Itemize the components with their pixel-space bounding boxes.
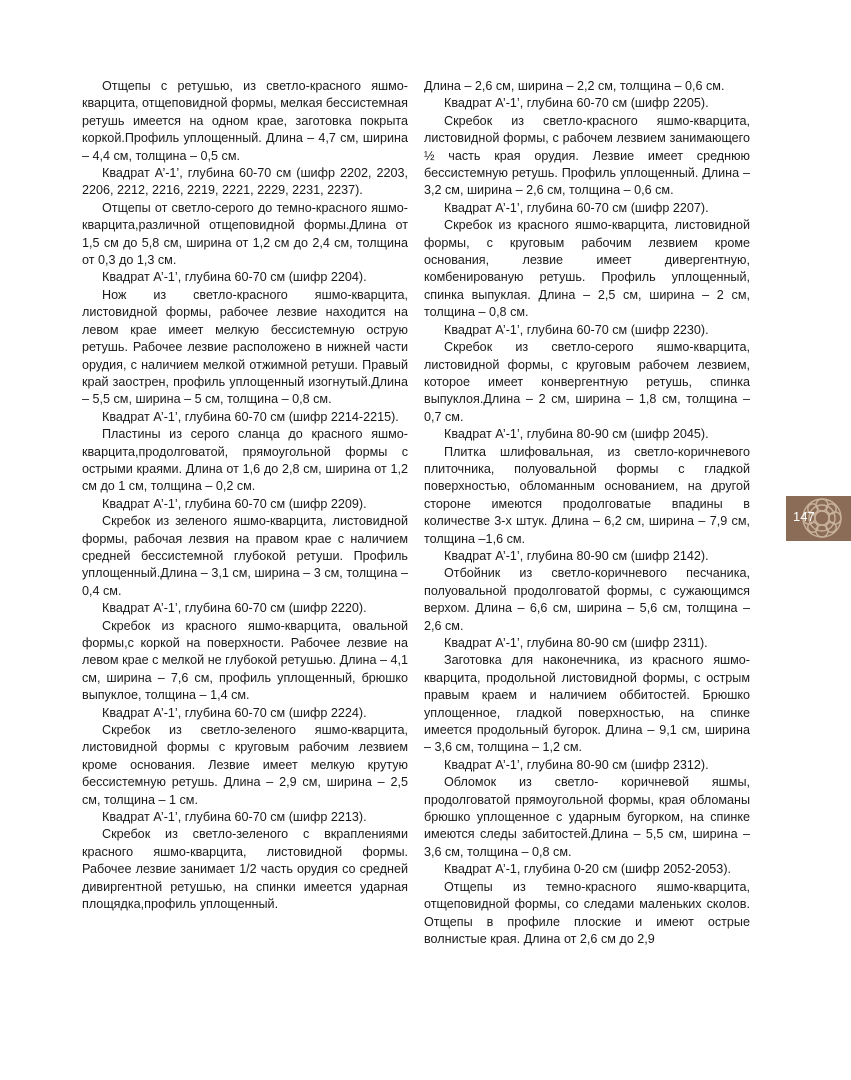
left-column	[82, 78, 408, 914]
paragraph: Квадрат А’-1’, глубина 60-70 см (шифр 2209).	[102, 496, 367, 511]
paragraph: Квадрат А’-1’, глубина 60-70 см (шифр 2202, 2203, 2206, 2212, 2216, 2219, 2221, 2229, 2231, 2237).	[82, 166, 408, 198]
paragraph: Квадрат А’-1’, глубина 60-70 см (шифр 2224).	[102, 705, 367, 720]
paragraph: Нож из светло-красного яшмо-кварцита, листовидной формы, рабочее лезвие находится на левом крае имеет мелкую бессистемную острую ретушь. Рабочее лезвие расположено в нижней части орудия, с наличием мелкой отжимной ретуши. Правый край заострен, профиль уплощенный изогнутый.Длина – 5,5 см, ширина – 5 см, толщина – 0,8 см.	[82, 287, 408, 407]
paragraph: Отщепы от светло-серого до темно-красного яшмо-кварцита,различной отщеповидной формы.Длина от 1,5 см до 5,8 см, ширина от 1,2 см до 2,4 см, толщина от 0,3 до 1,3 см.	[82, 200, 408, 268]
paragraph: Скребок из красного яшмо-кварцита, листовидной формы, с круговым рабочим лезвием кроме основания, лезвие имеет дивергентную, комбенированую ретушь. Профиль уплощенный, спинка выпуклая. Длина – 2,5 см, ширина – 2 см, толщина – 0,8 см.	[424, 218, 750, 320]
paragraph: Квадрат А’-1’, глубина 60-70 см (шифр 2213).	[102, 810, 367, 825]
paragraph: Квадрат А’-1’, глубина 60-70 см (шифр 2204).	[102, 270, 367, 285]
paragraph: Скребок из красного яшмо-кварцита, овальной формы,с коркой на поверхности. Рабочее лезвие на левом крае с мелкой не глубокой ретушью. Длина – 4,1 см, ширина – 7,6 см, профиль уплощенный, брюшко выпуклое, толщина – 1,4 см.	[82, 618, 408, 703]
paragraph: Квадрат А’-1’, глубина 60-70 см (шифр 2220).	[102, 601, 367, 616]
paragraph: Плитка шлифовальная, из светло-коричневого плиточника, полуовальной формы с гладкой поверхностью, обломанным основанием, на другой стороне имеются продолговатые впадины в количестве 3-х штук. Длина – 6,2 см, ширина – 7,9 см, толщина –1,6 см.	[424, 444, 750, 546]
paragraph: Обломок из светло- коричневой яшмы, продолговатой прямоугольной формы, края обломаны брюшко уплощенное с ударным бугорком, на спинке имеются следы забитостей.Длина – 5,5 см, ширина – 3,6 см, толщина – 0,8 см.	[424, 775, 750, 859]
paragraph: Квадрат А’-1’, глубина 60-70 см (шифр 2230).	[444, 322, 709, 337]
paragraph: Скребок из светло-зеленого яшмо-кварцита, листовидной формы с круговым рабочим лезвием кроме основания. Лезвие имеет мелкую крутую бессистемную ретушь. Длина – 2,9 см, ширина – 2,5 см, толщина – 1 см.	[82, 723, 408, 807]
paragraph: Квадрат А’-1’, глубина 60-70 см (шифр 2214-2215).	[102, 409, 399, 424]
paragraph: Квадрат А’-1’, глубина 60-70 см (шифр 2205).	[444, 96, 709, 111]
paragraph: Скребок из светло-серого яшмо-кварцита, листовидной формы, с круговым рабочем лезвием, которое имеет конвергентную ретушь, спинка выпуклоя.Длина – 2 см, ширина – 1,8 см, толщина – 0,7 см.	[424, 340, 750, 424]
paragraph: Отщепы с ретушью, из светло-красного яшмо-кварцита, отщеповидной формы, мелкая бессистемная ретушь имеется на одном крае, заготовка покрыта коркой.Профиль уплощенный. Длина – 4,7 см, ширина – 4,4 см, толщина – 0,5 см.	[82, 79, 408, 163]
paragraph: Квадрат А’-1’, глубина 80-90 см (шифр 2311).	[444, 636, 708, 650]
paragraph: Скребок из светло-красного яшмо-кварцита, листовидной формы, с рабочем лезвием занимающего ½ часть края орудия. Лезвие имеет среднюю бессистемную ретушь. Профиль уплощенный. Длина – 3,2 см, ширина – 2,6 см, толщина – 0,6 см.	[424, 113, 750, 198]
paragraph: Квадрат А’-1’, глубина 80-90 см (шифр 2312).	[444, 757, 709, 772]
paragraph: Квадрат А’-1’, глубина 80-90 см (шифр 2045).	[444, 427, 709, 442]
paragraph: Заготовка для наконечника, из красного яшмо-кварцита, продольной листовидной формы, с острым правым краем и наличием оббитостей. Брюшко уплощенное, гладкой поверхностью, на спинке имеется продольный бугорок. Длина – 9,1 см, ширина – 3,6 см, толщина – 1,2 см.	[424, 653, 750, 755]
paragraph: Скребок из светло-зеленого с вкраплениями красного яшмо-кварцита, листовидной формы. Рабочее лезвие занимает 1/2 часть орудия со средней дивиргентной ретушью, на спинки имеется ударная площядка,профиль уплощенный.	[82, 827, 408, 912]
page-number-tab	[786, 496, 851, 541]
paragraph-continuation: Длина – 2,6 см, ширина – 2,2 см, толщина – 0,6 см.	[424, 79, 725, 93]
paragraph: Скребок из зеленого яшмо-кварцита, листовидной формы, рабочая лезвия на правом крае с наличием средней бессистемной глубокой ретуши. Профиль уплощенный.Длина – 3,1 см, ширина – 3 см, толщина – 0,4 см.	[82, 514, 408, 598]
paragraph: Квадрат А’-1’, глубина 80-90 см (шифр 2142).	[444, 548, 709, 563]
right-column	[424, 78, 750, 948]
paragraph: Пластины из серого сланца до красного яшмо-кварцита,продолговатой, прямоугольной формы с острыми краями. Длина от 1,6 до 2,8 см, ширина от 1,2 см до 1 см, толщина – 0,2 см.	[82, 427, 408, 494]
paragraph: Квадрат А’-1’, глубина 60-70 см (шифр 2207).	[444, 200, 709, 215]
paragraph: Отщепы из темно-красного яшмо-кварцита, отщеповидной формы, со следами маленьких сколов. Отщепы в профиле плоские и имеют острые волнистые края. Длина от 2,6 см до 2,9	[424, 879, 750, 946]
paragraph: Отбойник из светло-коричневого песчаника, полуовальной продолговатой формы, с сужающимся верхом. Длина – 6,6 см, ширина – 5,6 см, толщина – 2,6 см.	[424, 566, 750, 633]
page-number: 147	[793, 509, 815, 524]
paragraph: Квадрат А’-1, глубина 0-20 см (шифр 2052-2053).	[444, 862, 732, 877]
